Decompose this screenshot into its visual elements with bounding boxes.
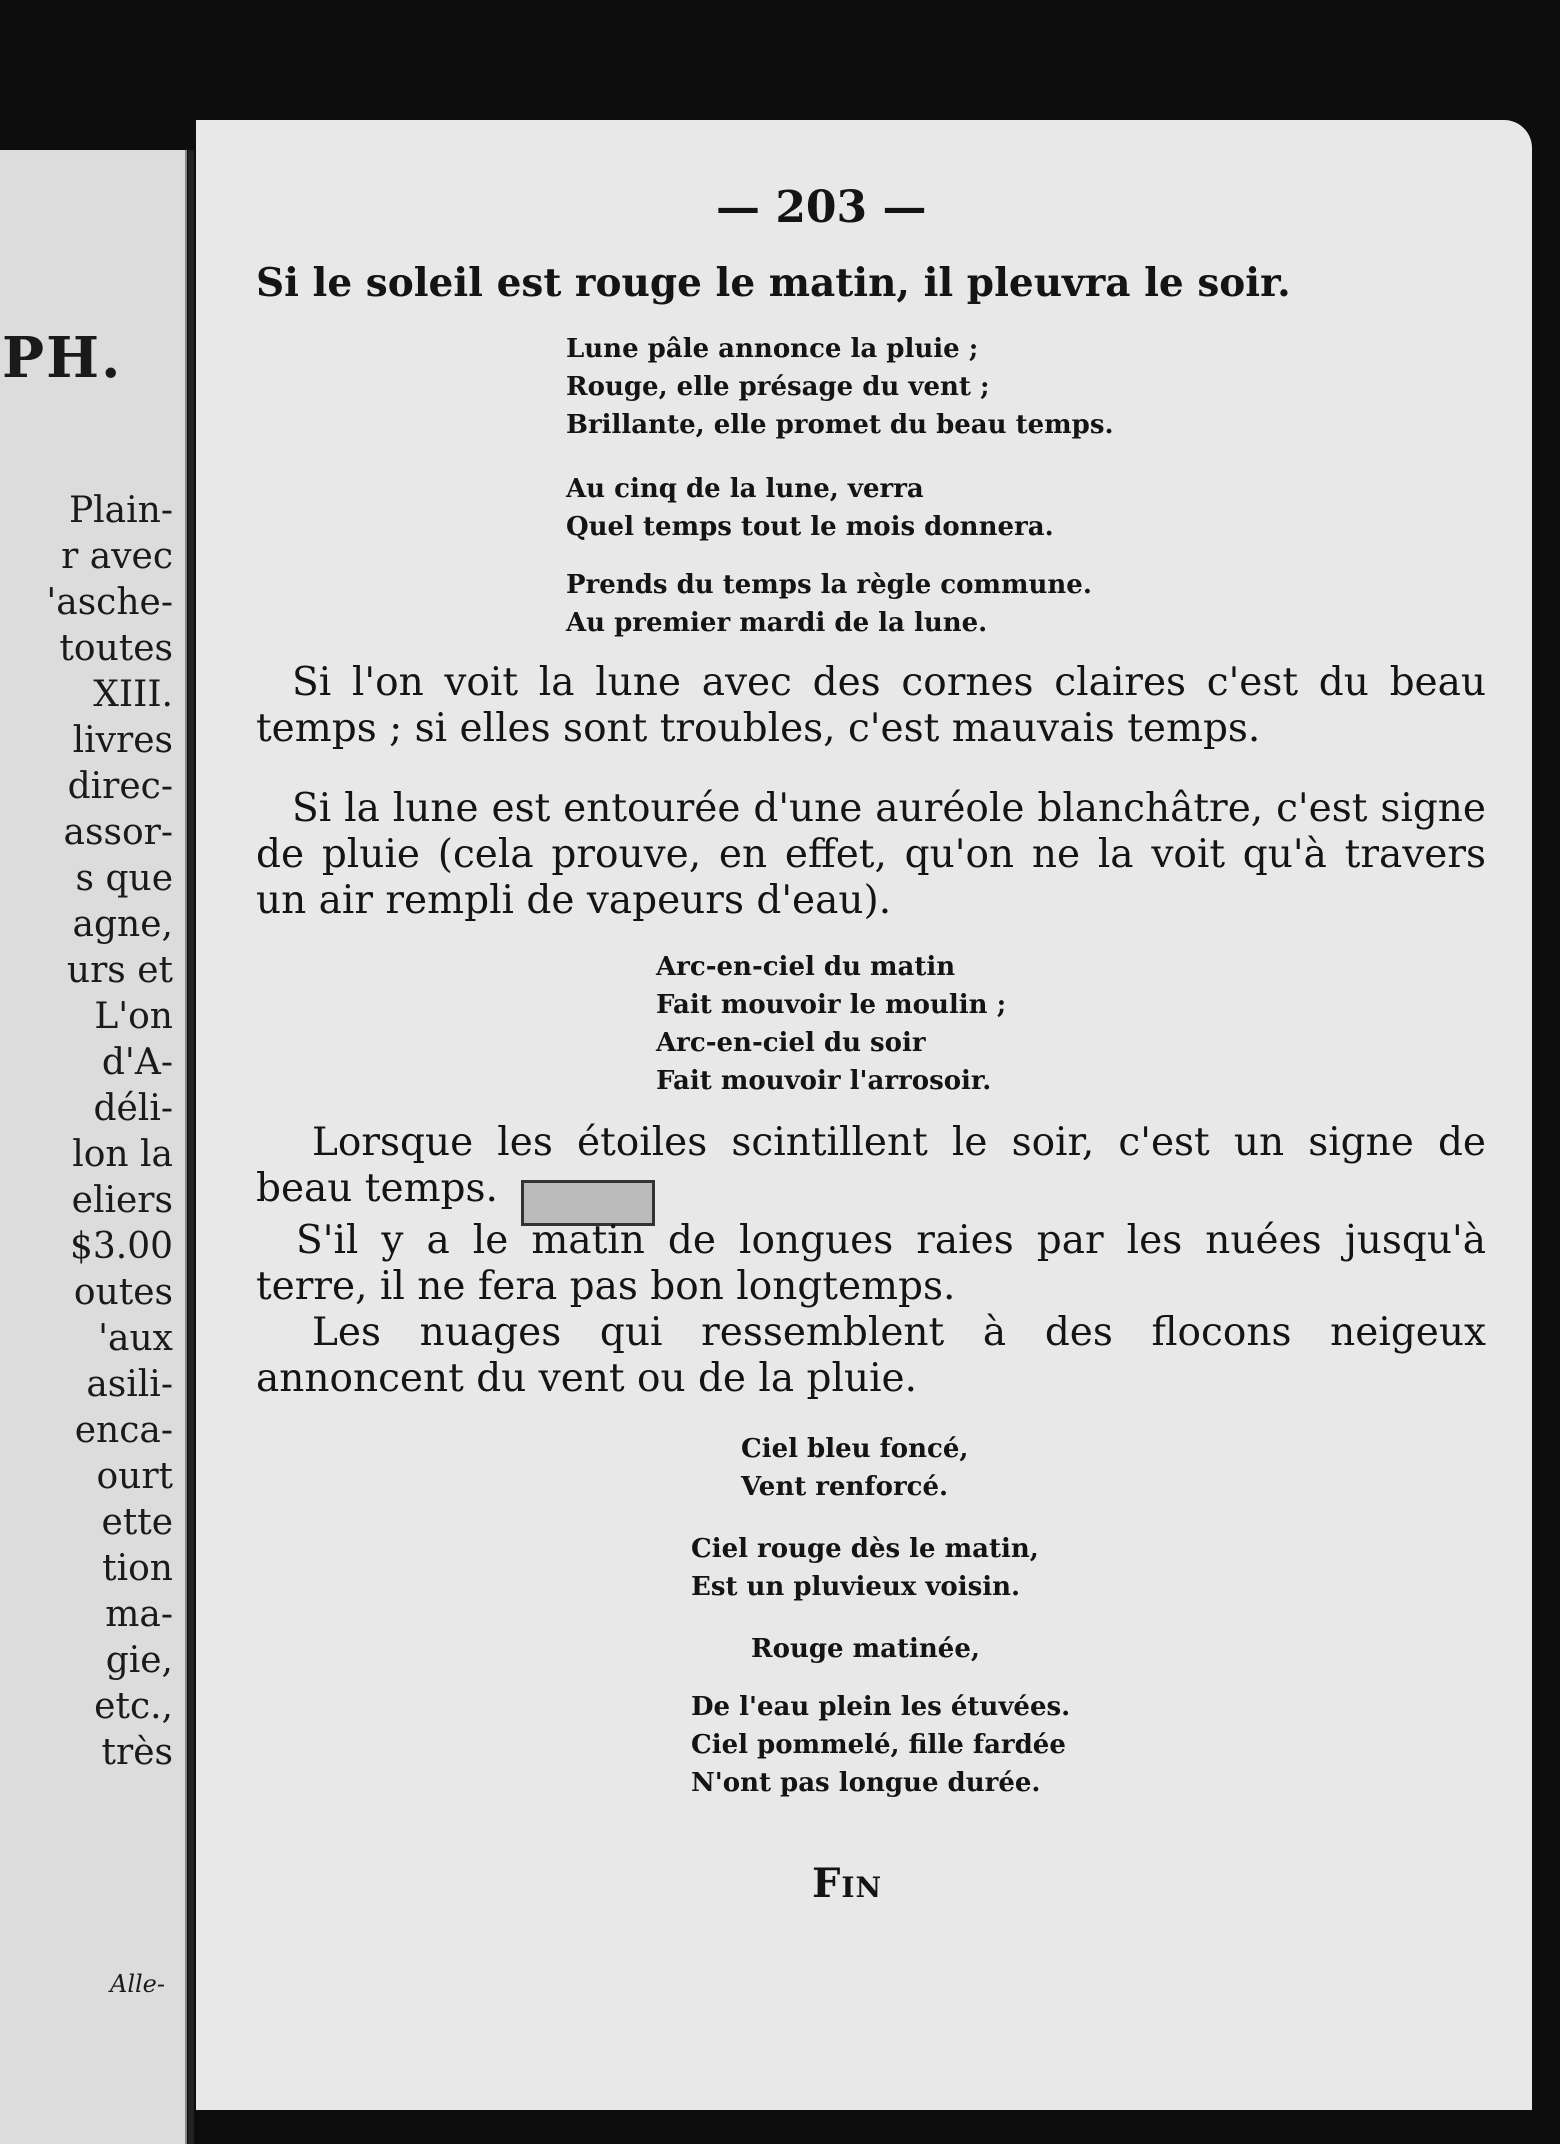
verse-line: Quel temps tout le mois donnera. — [566, 512, 1054, 542]
page-number: — 203 — — [716, 182, 927, 233]
left-page-fragment: XIII. — [93, 674, 173, 715]
verse-4 — [656, 948, 1006, 1100]
verse-8 — [691, 1688, 1070, 1802]
left-page-fragment: gie, — [105, 1640, 173, 1681]
left-page-edge — [0, 150, 187, 2144]
left-page-fragment: tion — [102, 1548, 173, 1589]
verse-line: Vent renforcé. — [741, 1472, 949, 1502]
paragraph-4: Lorsque les étoiles scintillent le soir, c'est un signe de beau temps. — [256, 1120, 1486, 1211]
verse-line: N'ont pas longue durée. — [691, 1768, 1041, 1798]
verse-line: Est un pluvieux voisin. — [691, 1572, 1021, 1602]
book-gutter — [188, 150, 194, 2144]
left-page-fragment: enca- — [74, 1410, 173, 1451]
left-page-fragment: L'on — [94, 996, 173, 1037]
left-page-fragment: assor- — [63, 812, 173, 853]
verse-line: Ciel pommelé, fille fardée — [691, 1730, 1066, 1760]
left-page-fragment: 'asche- — [46, 582, 173, 623]
verse-line: Ciel rouge dès le matin, — [691, 1534, 1039, 1564]
verse-line: Au cinq de la lune, verra — [566, 474, 924, 504]
left-page-header-fragment: PH. — [2, 325, 123, 391]
left-page-fragment: outes — [73, 1272, 173, 1313]
left-page-fragment: asili- — [86, 1364, 173, 1405]
end-mark-rest: IN — [841, 1871, 883, 1904]
verse-1 — [566, 330, 1114, 444]
left-page-fragment: 'aux — [98, 1318, 173, 1359]
verse-line: Rouge matinée, — [751, 1634, 980, 1664]
left-page-fragment: toutes — [59, 628, 173, 669]
book-page — [196, 120, 1532, 2110]
verse-line: Arc-en-ciel du matin — [656, 952, 956, 982]
end-mark-initial: F — [812, 1860, 842, 1907]
verse-line: Au premier mardi de la lune. — [566, 608, 988, 638]
left-page-fragment: $3.00 — [69, 1226, 173, 1267]
paragraph-1: Si le soleil est rouge le matin, il pleuvra le soir. — [256, 260, 1291, 306]
paragraph-6: Les nuages qui ressemblent à des flocons neigeux annoncent du vent ou de la pluie. — [256, 1310, 1486, 1401]
verse-line: Ciel bleu foncé, — [741, 1434, 969, 1464]
paragraph-3: Si la lune est entourée d'une auréole blanchâtre, c'est signe de pluie (cela prouve, en effet, qu'on ne la voit qu'à travers un air rempli de vapeurs d'eau). — [256, 786, 1486, 923]
left-page-fragment: ma- — [105, 1594, 173, 1635]
paragraph-5: S'il y a le matin de longues raies par les nuées jusqu'à terre, il ne fera pas bon longtemps. — [256, 1218, 1486, 1309]
left-page-fragment: etc., — [94, 1686, 173, 1727]
left-page-fragment: ette — [101, 1502, 173, 1543]
left-page-fragment: s que — [75, 858, 173, 899]
left-page-fragment: livres — [72, 720, 173, 761]
end-mark — [812, 1860, 882, 1907]
left-page-fragment: d'A- — [101, 1042, 173, 1083]
left-page-fragment: Plain- — [68, 490, 173, 531]
left-page-fragment: r avec — [61, 536, 173, 577]
verse-line: Lune pâle annonce la pluie ; — [566, 334, 979, 364]
left-page-fragment: urs et — [66, 950, 173, 991]
verse-7 — [751, 1630, 980, 1668]
verse-2 — [566, 470, 1054, 546]
verse-line: Prends du temps la règle commune. — [566, 570, 1092, 600]
verse-line: Rouge, elle présage du vent ; — [566, 372, 990, 402]
left-page-fragment: eliers — [71, 1180, 173, 1221]
paragraph-2: Si l'on voit la lune avec des cornes claires c'est du beau temps ; si elles sont troubles, c'est mauvais temps. — [256, 660, 1486, 751]
verse-line: Arc-en-ciel du soir — [656, 1028, 926, 1058]
left-page-fragment: déli- — [93, 1088, 173, 1129]
left-page-fragment: direc- — [67, 766, 173, 807]
verse-line: Fait mouvoir l'arrosoir. — [656, 1066, 992, 1096]
verse-line: Fait mouvoir le moulin ; — [656, 990, 1007, 1020]
verse-6 — [691, 1530, 1039, 1606]
verse-3 — [566, 566, 1092, 642]
left-page-fragment: agne, — [72, 904, 173, 945]
left-page-fragment: ourt — [96, 1456, 173, 1497]
verse-line: De l'eau plein les étuvées. — [691, 1692, 1071, 1722]
verse-line: Brillante, elle promet du beau temps. — [566, 410, 1114, 440]
left-page-fragment: très — [101, 1732, 173, 1773]
verse-5 — [741, 1430, 968, 1506]
left-page-bottom-fragment: Alle- — [110, 1970, 165, 1998]
left-page-fragment: lon la — [72, 1134, 173, 1175]
